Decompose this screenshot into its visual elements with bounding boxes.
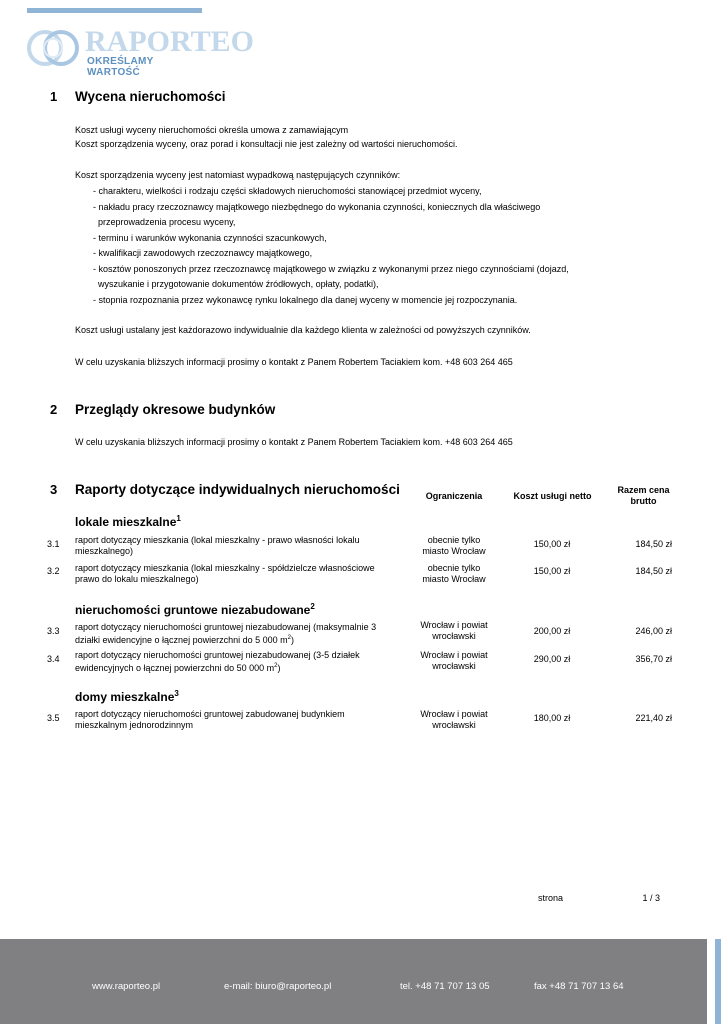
group-heading-undeveloped-land: nieruchomości gruntowe niezabudowane$^2$ — [75, 602, 315, 617]
section-1-cost-note: Koszt usługi ustalany jest każdorazowo indywidualnie dla każdego klienta w zależności od powyższych czynników. — [75, 325, 531, 335]
factor-bullet-continuation: wyszukanie i przygotowanie dokumentów źródłowych, opłaty, podatki), — [98, 279, 379, 289]
row-description: raport dotyczący nieruchomości gruntowej niezabudowanej (3-5 działek ewidencyjnych o łącznej powierzchni do 50 000 $m^2$) — [75, 650, 360, 673]
row-limits: obecnie tylko miasto Wrocław — [422, 563, 486, 584]
page-number-value: 1 / 3 — [642, 893, 660, 903]
footer-email-link[interactable]: e-mail: biuro@raporteo.pl — [224, 981, 332, 992]
section-1-number: 1 — [50, 89, 58, 104]
row-net-cost: 150,00 zł — [533, 539, 571, 549]
row-gross-price: 221,40 zł — [635, 713, 672, 723]
row-number: 3.3 — [47, 626, 60, 636]
footer-bar — [0, 939, 707, 1024]
row-net-cost: 180,00 zł — [533, 713, 571, 723]
section-3-title: Raporty dotyczące indywidualnych nieruchomości — [75, 482, 400, 497]
section-3-number: 3 — [50, 482, 58, 497]
group-heading-apartments: lokale mieszkalne$^1$ — [75, 514, 181, 529]
factor-bullet-continuation: przeprowadzenia procesu wyceny, — [98, 217, 236, 227]
section-1-paragraph-line: Koszt sporządzenia wyceny, oraz porad i konsultacji nie jest zależny od wartości nieruchomości. — [75, 139, 458, 149]
footnote-marker: 3 — [174, 689, 179, 698]
section-2-number: 2 — [50, 402, 58, 417]
section-1-contact: W celu uzyskania bliższych informacji prosimy o kontakt z Panem Robertem Taciakiem kom. +48 603 264 465 — [75, 357, 513, 367]
row-gross-price: 184,50 zł — [635, 539, 672, 549]
logo-wordmark: RAPORTEO — [85, 25, 254, 58]
footer-fax: fax +48 71 707 13 64 — [534, 981, 624, 992]
section-2-contact: W celu uzyskania bliższych informacji prosimy o kontakt z Panem Robertem Taciakiem kom. +48 603 264 465 — [75, 437, 513, 447]
logo-rings-icon — [27, 24, 87, 72]
factor-bullet: - nakładu pracy rzeczoznawcy majątkowego niezbędnego do wykonania czynności, koniecznych dla właściwego — [93, 202, 541, 212]
gross-header-line: brutto — [630, 496, 657, 506]
factor-bullet: - kwalifikacji zawodowych rzeczoznawcy majątkowego, — [93, 248, 313, 258]
row-net-cost: 150,00 zł — [533, 566, 571, 576]
row-gross-price: 356,70 zł — [635, 654, 672, 664]
factor-bullet: - stopnia rozpoznania przez wykonawcę rynku lokalnego dla danej wyceny w momencie jej rozpoczynania. — [93, 295, 518, 305]
row-net-cost: 200,00 zł — [533, 626, 571, 636]
column-header-limits: Ograniczenia — [425, 491, 483, 501]
row-number: 3.5 — [47, 713, 60, 723]
row-number: 3.1 — [47, 539, 60, 549]
logo-tagline: OKREŚLAMY WARTOŚĆ — [87, 56, 154, 78]
row-limits: Wrocław i powiat wrocławski — [420, 620, 488, 641]
section-1-paragraph-line: Koszt usługi wyceny nieruchomości określa umowa z zamawiającym — [75, 125, 349, 135]
row-limits: Wrocław i powiat wrocławski — [420, 650, 488, 671]
column-header-net-cost: Koszt usługi netto — [513, 491, 592, 501]
row-net-cost: 290,00 zł — [533, 654, 571, 664]
section-1-title: Wycena nieruchomości — [75, 89, 226, 104]
footer-accent-strip — [715, 939, 721, 1024]
gross-header-line: Razem cena — [617, 485, 670, 495]
row-description: raport dotyczący nieruchomości gruntowej zabudowanej budynkiem mieszkalnym jednorodzinnym — [75, 709, 345, 730]
factor-bullet: - kosztów ponoszonych przez rzeczoznawcę majątkowego w związku z wykonanymi przez niego czynnościami (dojazd, — [93, 264, 569, 274]
footnote-marker: 1 — [176, 514, 181, 523]
header-accent-bar — [27, 8, 202, 13]
group-heading-houses: domy mieszkalne$^3$ — [75, 689, 179, 704]
page-number-label: strona — [538, 893, 564, 903]
footer-phone: tel. +48 71 707 13 05 — [400, 981, 490, 992]
row-gross-price: 246,00 zł — [635, 626, 672, 636]
row-limits: obecnie tylko miasto Wrocław — [422, 535, 486, 556]
row-description: raport dotyczący mieszkania (lokal mieszkalny - spółdzielcze własnościowe prawo do lokalu mieszkalnego) — [75, 563, 375, 584]
row-description: raport dotyczący mieszkania (lokal mieszkalny - prawo własności lokalu mieszkalnego) — [75, 535, 360, 556]
company-logo — [27, 24, 254, 78]
row-number: 3.4 — [47, 654, 60, 664]
column-header-gross-price — [606, 485, 681, 507]
footnote-marker: 2 — [310, 602, 315, 611]
row-gross-price: 184,50 zł — [635, 566, 672, 576]
section-1-factors-intro: Koszt sporządzenia wyceny jest natomiast wypadkową następujących czynników: — [75, 170, 401, 180]
row-number: 3.2 — [47, 566, 60, 576]
row-limits: Wrocław i powiat wrocławski — [420, 709, 488, 730]
row-description: raport dotyczący nieruchomości gruntowej niezabudowanej (maksymalnie 3 działki ewidencyjne o łącznej powierzchni do 5 000 $m^2$) — [75, 622, 377, 645]
factor-bullet: - charakteru, wielkości i rodzaju części składowych nieruchomości stanowiącej przedmiot wyceny, — [93, 186, 482, 196]
factor-bullet: - terminu i warunków wykonania czynności szacunkowych, — [93, 233, 327, 243]
footer-website-link[interactable]: www.raporteo.pl — [92, 981, 161, 992]
section-2-title: Przeglądy okresowe budynków — [75, 402, 276, 417]
